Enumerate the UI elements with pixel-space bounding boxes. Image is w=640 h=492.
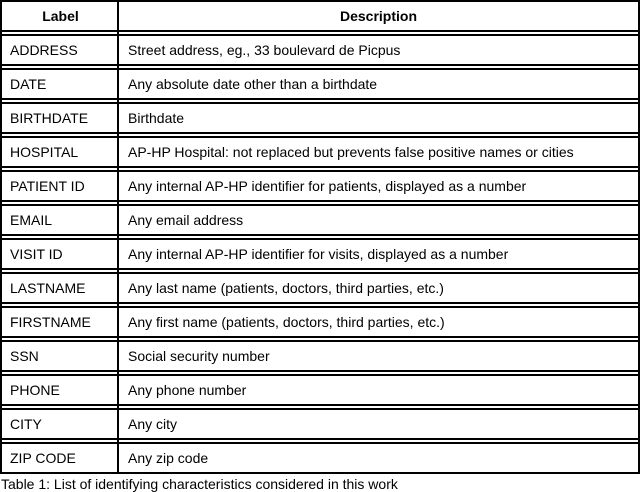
label-cell: DATE	[10, 76, 47, 92]
description-cell: Any phone number	[128, 382, 247, 398]
table-row	[2, 170, 638, 202]
table-row	[2, 306, 638, 338]
label-cell: ZIP CODE	[10, 450, 76, 466]
table-header-row	[2, 2, 638, 32]
label-cell: HOSPITAL	[10, 144, 79, 160]
description-cell: Any last name (patients, doctors, third parties, etc.)	[128, 280, 444, 296]
description-cell: Social security number	[128, 348, 270, 364]
label-cell: CITY	[10, 416, 42, 432]
description-cell: Any internal AP-HP identifier for visits, displayed as a number	[128, 246, 509, 262]
table-row	[2, 102, 638, 134]
table-row	[2, 374, 638, 406]
label-cell: ADDRESS	[10, 42, 78, 58]
description-cell: Street address, eg., 33 boulevard de Picpus	[128, 42, 401, 58]
description-cell: Any email address	[128, 212, 244, 228]
description-cell: Any internal AP-HP identifier for patients, displayed as a number	[128, 178, 527, 194]
column-header-label: Label	[42, 8, 79, 24]
column-header-description: Description	[339, 8, 417, 24]
description-cell: Birthdate	[128, 110, 185, 126]
table-row	[2, 272, 638, 304]
label-cell: SSN	[10, 348, 39, 364]
label-cell: BIRTHDATE	[10, 110, 89, 126]
label-cell: EMAIL	[10, 212, 53, 228]
table-caption: Table 1: List of identifying characteristics considered in this work	[1, 476, 398, 492]
description-cell: Any first name (patients, doctors, third parties, etc.)	[128, 314, 445, 330]
table-row	[2, 136, 638, 168]
label-cell: FIRSTNAME	[10, 314, 91, 330]
label-cell: VISIT ID	[10, 246, 63, 262]
table-row	[2, 340, 638, 372]
table-row	[2, 442, 638, 472]
table-row	[2, 238, 638, 270]
table-row	[2, 34, 638, 66]
column-divider	[117, 2, 119, 472]
description-cell: Any absolute date other than a birthdate	[128, 76, 378, 92]
description-cell: Any city	[128, 416, 178, 432]
label-cell: PHONE	[10, 382, 60, 398]
table-row	[2, 204, 638, 236]
table-row	[2, 408, 638, 440]
description-cell: Any zip code	[128, 450, 209, 466]
label-cell: PATIENT ID	[10, 178, 85, 194]
table-row	[2, 68, 638, 100]
label-cell: LASTNAME	[10, 280, 86, 296]
description-cell: AP-HP Hospital: not replaced but prevents false positive names or cities	[128, 144, 574, 160]
